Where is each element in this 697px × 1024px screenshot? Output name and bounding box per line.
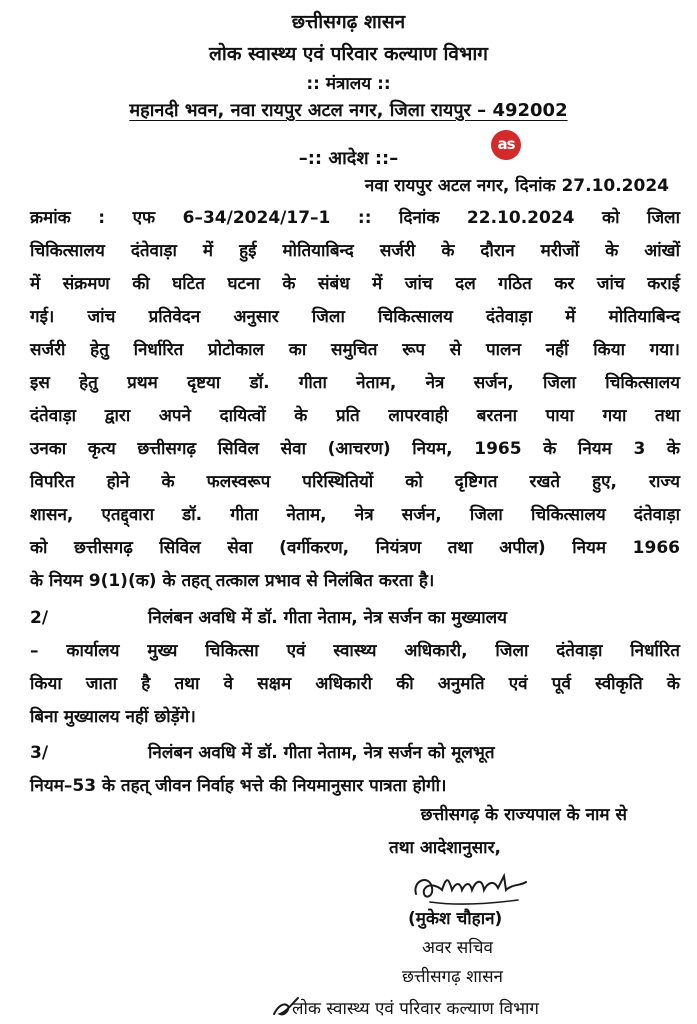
signatory-department: लोक स्वास्थ्य एवं परिवार कल्याण विभाग	[292, 999, 539, 1019]
para1-line: के नियम 9(1)(क) के तहत् तत्काल प्रभाव से निलंबित करता है।	[30, 571, 435, 591]
signatory-govt: छत्तीसगढ़ शासन	[402, 967, 503, 987]
para2-line: किया जाता है तथा वे सक्षम अधिकारी की अनुमति एवं पूर्व स्वीकृति के	[30, 674, 680, 694]
para1-line: उनका कृत्य छत्तीसगढ़ सिविल सेवा (आचरण) नियम, 1965 के नियम 3 के	[30, 439, 680, 459]
para2-first-line	[30, 605, 680, 628]
para1-line: शासन, एतद्द्वारा डॉ. गीता नेताम, नेत्र सर्जन, जिला चिकित्सालय दंतेवाड़ा	[30, 505, 680, 525]
para2-number: 2/	[30, 608, 49, 628]
para1-line: दंतेवाड़ा द्वारा अपने दायित्वों के प्रति लापरवाही बरतना पाया गया तथा	[30, 406, 680, 426]
header-address: महानदी भवन, नवा रायपुर अटल नगर, जिला रायपुर – 492002	[129, 100, 568, 121]
signature-order-line: तथा आदेशानुसार,	[389, 838, 501, 858]
para1-line: में संक्रमण की घटित घटना के संबंध में जांच दल गठित कर जांच कराई	[30, 274, 680, 294]
header-govt: छत्तीसगढ़ शासन	[291, 11, 406, 33]
para1-line: क्रमांक : एफ 6–34/2024/17–1 :: दिनांक 22.10.2024 को जिला	[30, 208, 680, 228]
para3-first-line	[30, 740, 680, 763]
para2-line: बिना मुख्यालय नहीं छोड़ेंगे।	[30, 707, 196, 727]
order-title: –:: आदेश ::–	[298, 148, 399, 169]
para1-line: इस हेतु प्रथम दृष्टया डॉ. गीता नेताम, नेत्र सर्जन, जिला चिकित्सालय	[30, 373, 680, 393]
para1-line: गई। जांच प्रतिवेदन अनुसार जिला चिकित्सालय दंतेवाड़ा में मोतियाबिन्द	[30, 307, 680, 327]
watermark-logo: as	[491, 130, 521, 160]
header-department: लोक स्वास्थ्य एवं परिवार कल्याण विभाग	[209, 43, 488, 65]
para1-line: विपरित होने के फलस्वरूप परिस्थितियों को दृष्टिगत रखते हुए, राज्य	[30, 472, 680, 492]
handwritten-signature	[408, 860, 538, 912]
order-place-date: नवा रायपुर अटल नगर, दिनांक 27.10.2024	[364, 176, 669, 196]
para1-line: को छत्तीसगढ़ सिविल सेवा (वर्गीकरण, नियंत्रण तथा अपील) नियम 1966	[30, 538, 680, 558]
signature-authority-line: छत्तीसगढ़ के राज्यपाल के नाम से	[420, 805, 627, 825]
para3-line: निलंबन अवधि में डॉ. गीता नेताम, नेत्र सर्जन को मूलभूत	[148, 743, 495, 763]
para1-line: सर्जरी हेतु निर्धारित प्रोटोकाल का समुचित रूप से पालन नहीं किया गया।	[30, 340, 680, 360]
para2-line: निलंबन अवधि में डॉ. गीता नेताम, नेत्र सर्जन का मुख्यालय	[148, 608, 507, 628]
signatory-designation: अवर सचिव	[422, 938, 493, 958]
para3-number: 3/	[30, 743, 49, 763]
para3-line: नियम–53 के तहत् जीवन निर्वाह भत्ते की नियमानुसार पात्रता होगी।	[30, 776, 447, 796]
para1-line: चिकित्सालय दंतेवाड़ा में हुई मोतियाबिन्द सर्जरी के दौरान मरीजों के आंखों	[30, 241, 680, 261]
header-office: :: मंत्रालय ::	[306, 74, 391, 94]
signatory-name: (मुकेश चौहान)	[408, 909, 503, 929]
para2-line: – कार्यालय मुख्य चिकित्सा एवं स्वास्थ्य अधिकारी, जिला दंतेवाड़ा निर्धारित	[30, 641, 680, 661]
